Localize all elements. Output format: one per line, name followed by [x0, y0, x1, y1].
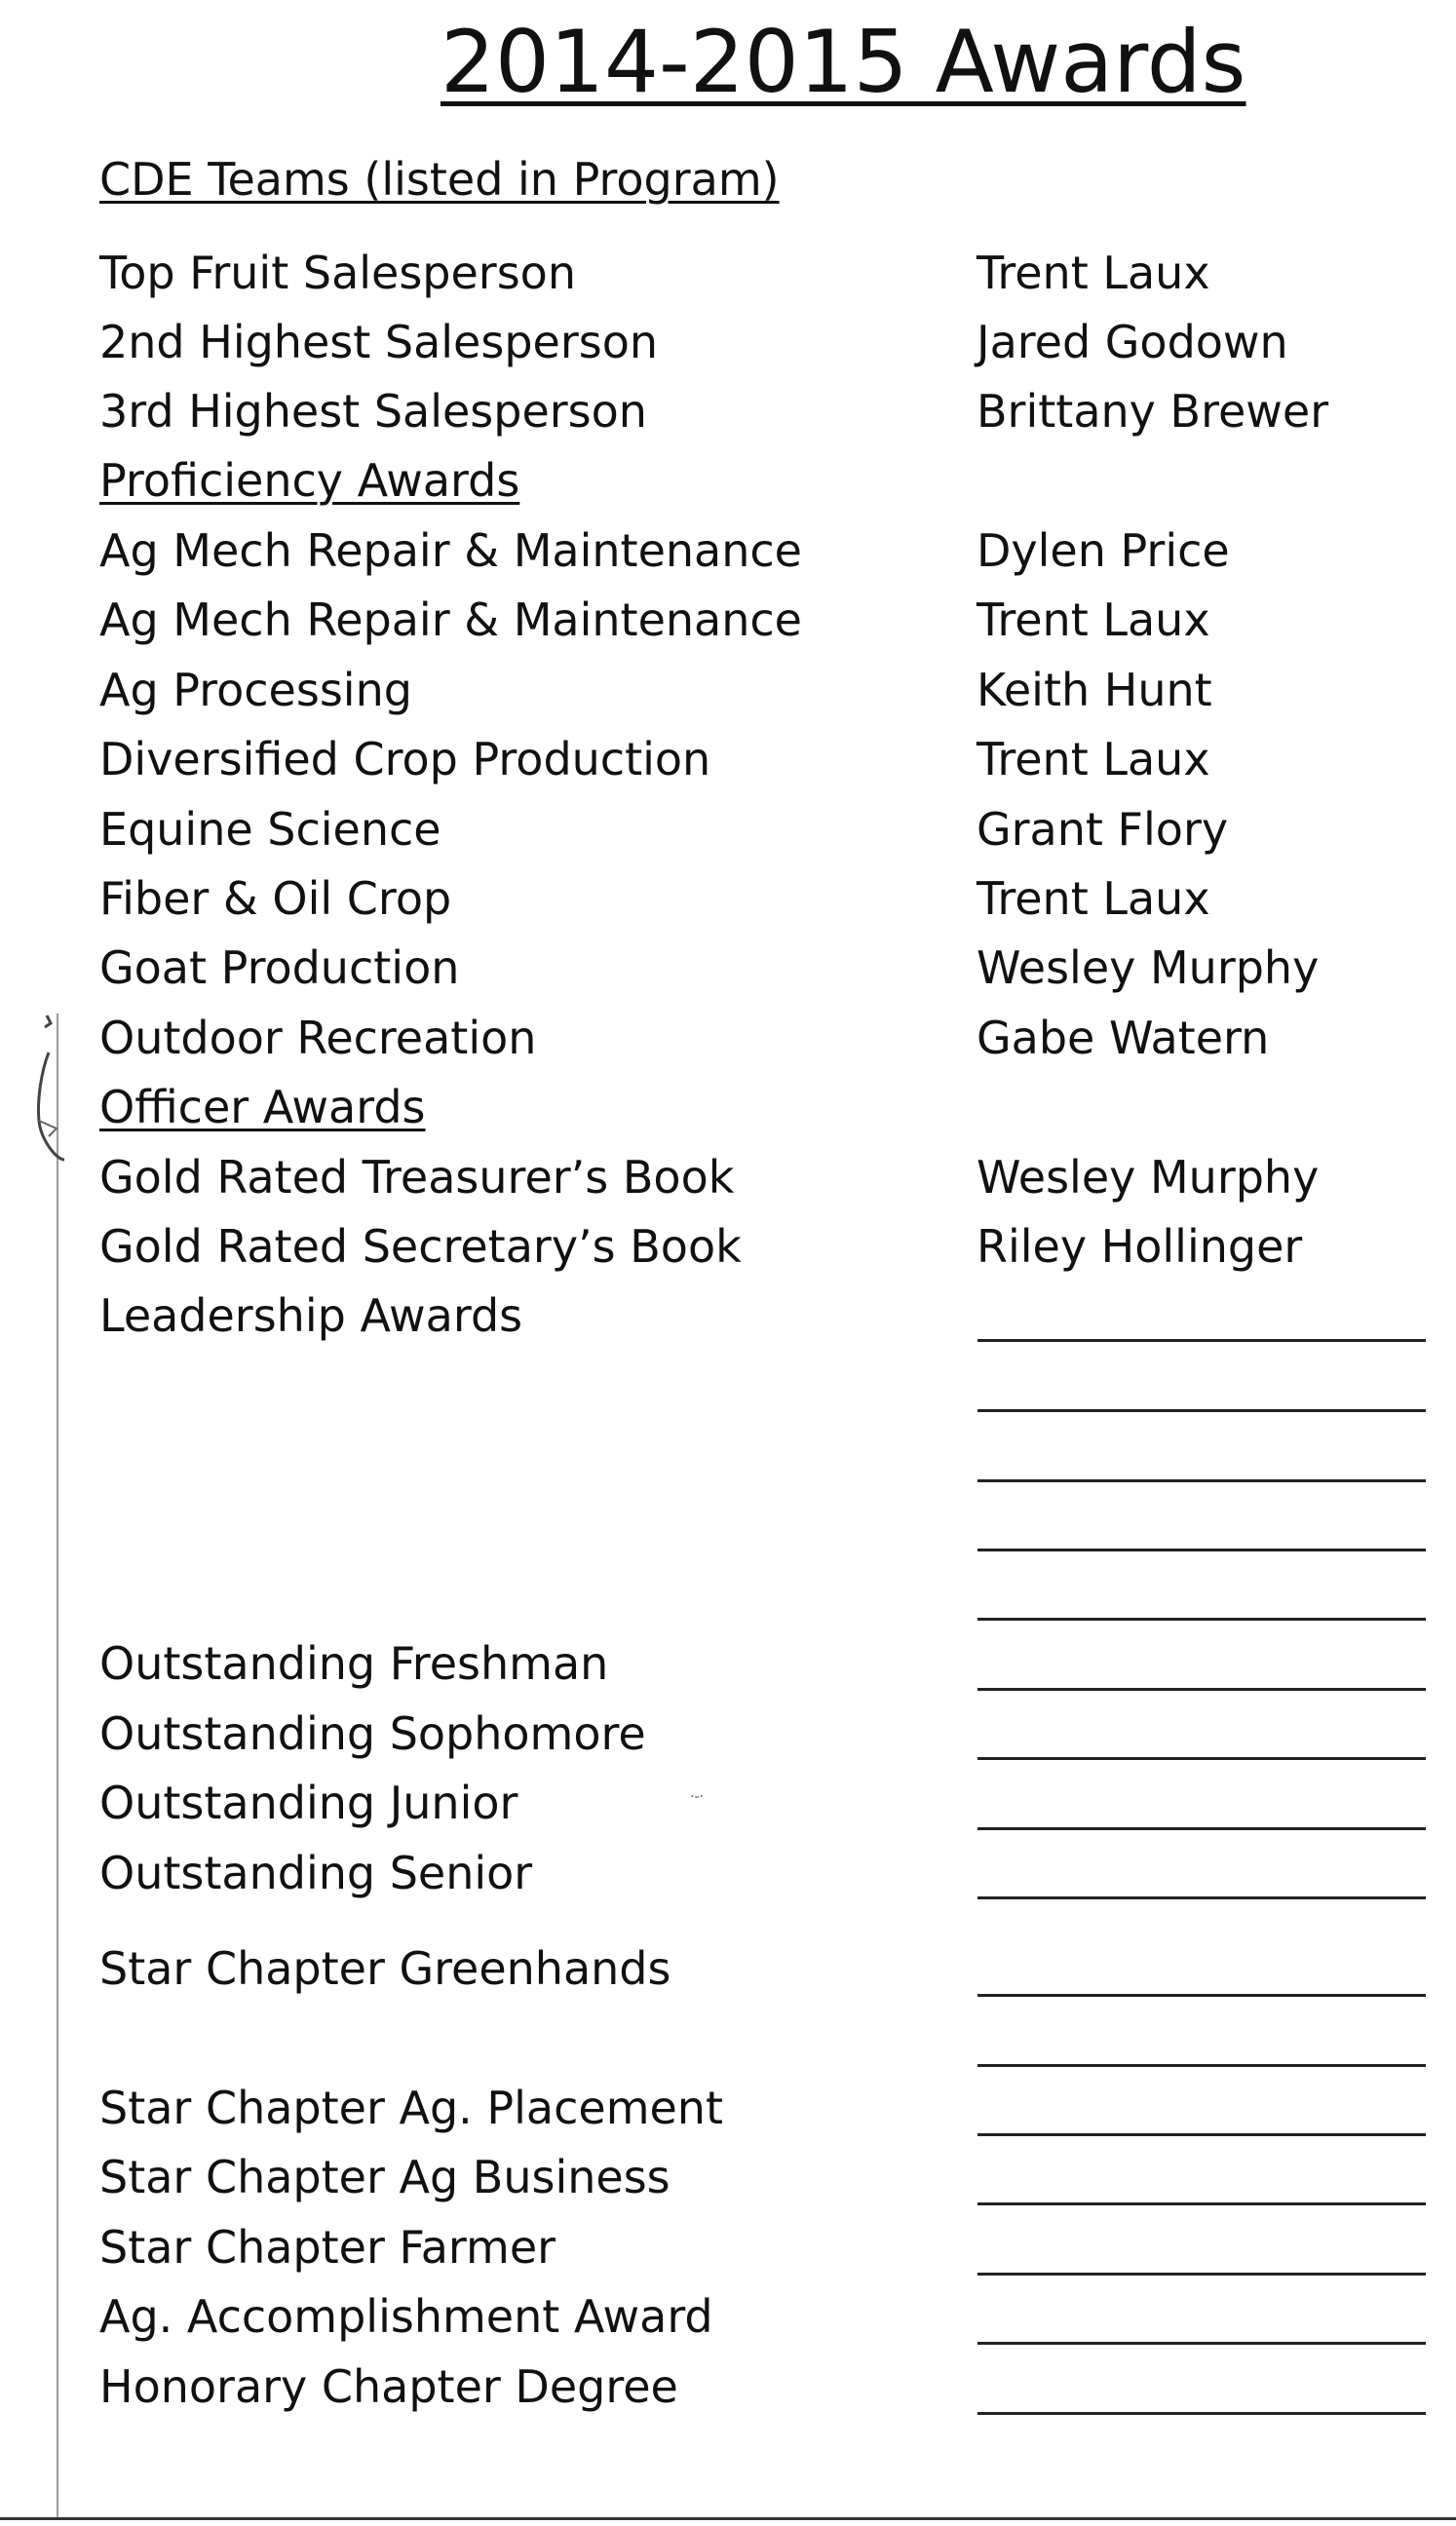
award-recipient: Wesley Murphy — [977, 1151, 1320, 1204]
award-label: Top Fruit Salesperson — [99, 247, 576, 299]
award-label: Gold Rated Treasurer’s Book — [99, 1151, 735, 1204]
award-recipient: Keith Hunt — [977, 664, 1212, 716]
blank-line — [977, 1757, 1426, 1760]
award-recipient: Brittany Brewer — [977, 385, 1329, 438]
blank-line — [977, 2133, 1426, 2136]
blank-line — [977, 1479, 1426, 1482]
award-label: Star Chapter Ag. Placement — [99, 2082, 724, 2134]
award-label: Star Chapter Farmer — [99, 2221, 556, 2274]
page-edge — [57, 1014, 58, 2519]
blank-line — [977, 1409, 1426, 1412]
bottom-edge — [0, 2517, 1456, 2520]
award-recipient: Wesley Murphy — [977, 941, 1320, 994]
award-label: Outstanding Sophomore — [99, 1707, 646, 1760]
scan-speck: ·-· — [690, 1789, 704, 1805]
blank-line — [977, 2202, 1426, 2205]
award-recipient: Trent Laux — [977, 247, 1210, 299]
award-recipient: Riley Hollinger — [977, 1220, 1303, 1273]
blank-line — [977, 1827, 1426, 1830]
award-recipient: Trent Laux — [977, 593, 1210, 646]
blank-line — [977, 2273, 1426, 2276]
award-recipient: Dylen Price — [977, 524, 1230, 577]
award-recipient: Grant Flory — [977, 803, 1229, 856]
blank-line — [977, 1896, 1426, 1899]
section-officer-awards: Officer Awards — [99, 1081, 426, 1133]
section-proficiency-awards: Proficiency Awards — [99, 454, 520, 507]
award-label: Ag Mech Repair & Maintenance — [99, 593, 802, 646]
award-label: 3rd Highest Salesperson — [99, 385, 647, 438]
award-label: Star Chapter Ag Business — [99, 2151, 671, 2203]
award-recipient: Jared Godown — [977, 316, 1288, 368]
award-label: Gold Rated Secretary’s Book — [99, 1220, 742, 1273]
blank-line — [977, 1618, 1426, 1621]
award-recipient: Trent Laux — [977, 872, 1210, 925]
section-cde-teams: CDE Teams (listed in Program) — [99, 153, 780, 206]
award-recipient: Trent Laux — [977, 733, 1210, 785]
award-label: Goat Production — [99, 941, 460, 994]
staple-mark-icon — [27, 1014, 66, 1169]
award-label: Outstanding Freshman — [99, 1637, 609, 1690]
award-label: Ag Processing — [99, 664, 412, 716]
award-label: Outdoor Recreation — [99, 1012, 537, 1064]
blank-line — [977, 2064, 1426, 2067]
award-label: Equine Science — [99, 803, 441, 856]
page-title: 2014-2015 Awards — [441, 12, 1246, 112]
blank-line — [977, 1339, 1426, 1342]
award-label: Ag Mech Repair & Maintenance — [99, 524, 802, 577]
award-label: Diversified Crop Production — [99, 733, 711, 785]
blank-line — [977, 2342, 1426, 2345]
blank-line — [977, 1549, 1426, 1551]
award-label: Star Chapter Greenhands — [99, 1942, 671, 1995]
blank-line — [977, 1994, 1426, 1997]
award-label: Ag. Accomplishment Award — [99, 2290, 713, 2343]
award-label: Fiber & Oil Crop — [99, 872, 452, 925]
blank-line — [977, 2412, 1426, 2415]
award-label: Outstanding Junior — [99, 1777, 518, 1829]
award-label: Honorary Chapter Degree — [99, 2360, 678, 2413]
award-recipient: Gabe Watern — [977, 1012, 1270, 1064]
award-label: Outstanding Senior — [99, 1847, 533, 1899]
blank-line — [977, 1688, 1426, 1691]
leadership-awards-label: Leadership Awards — [99, 1289, 523, 1342]
award-label: 2nd Highest Salesperson — [99, 316, 659, 368]
